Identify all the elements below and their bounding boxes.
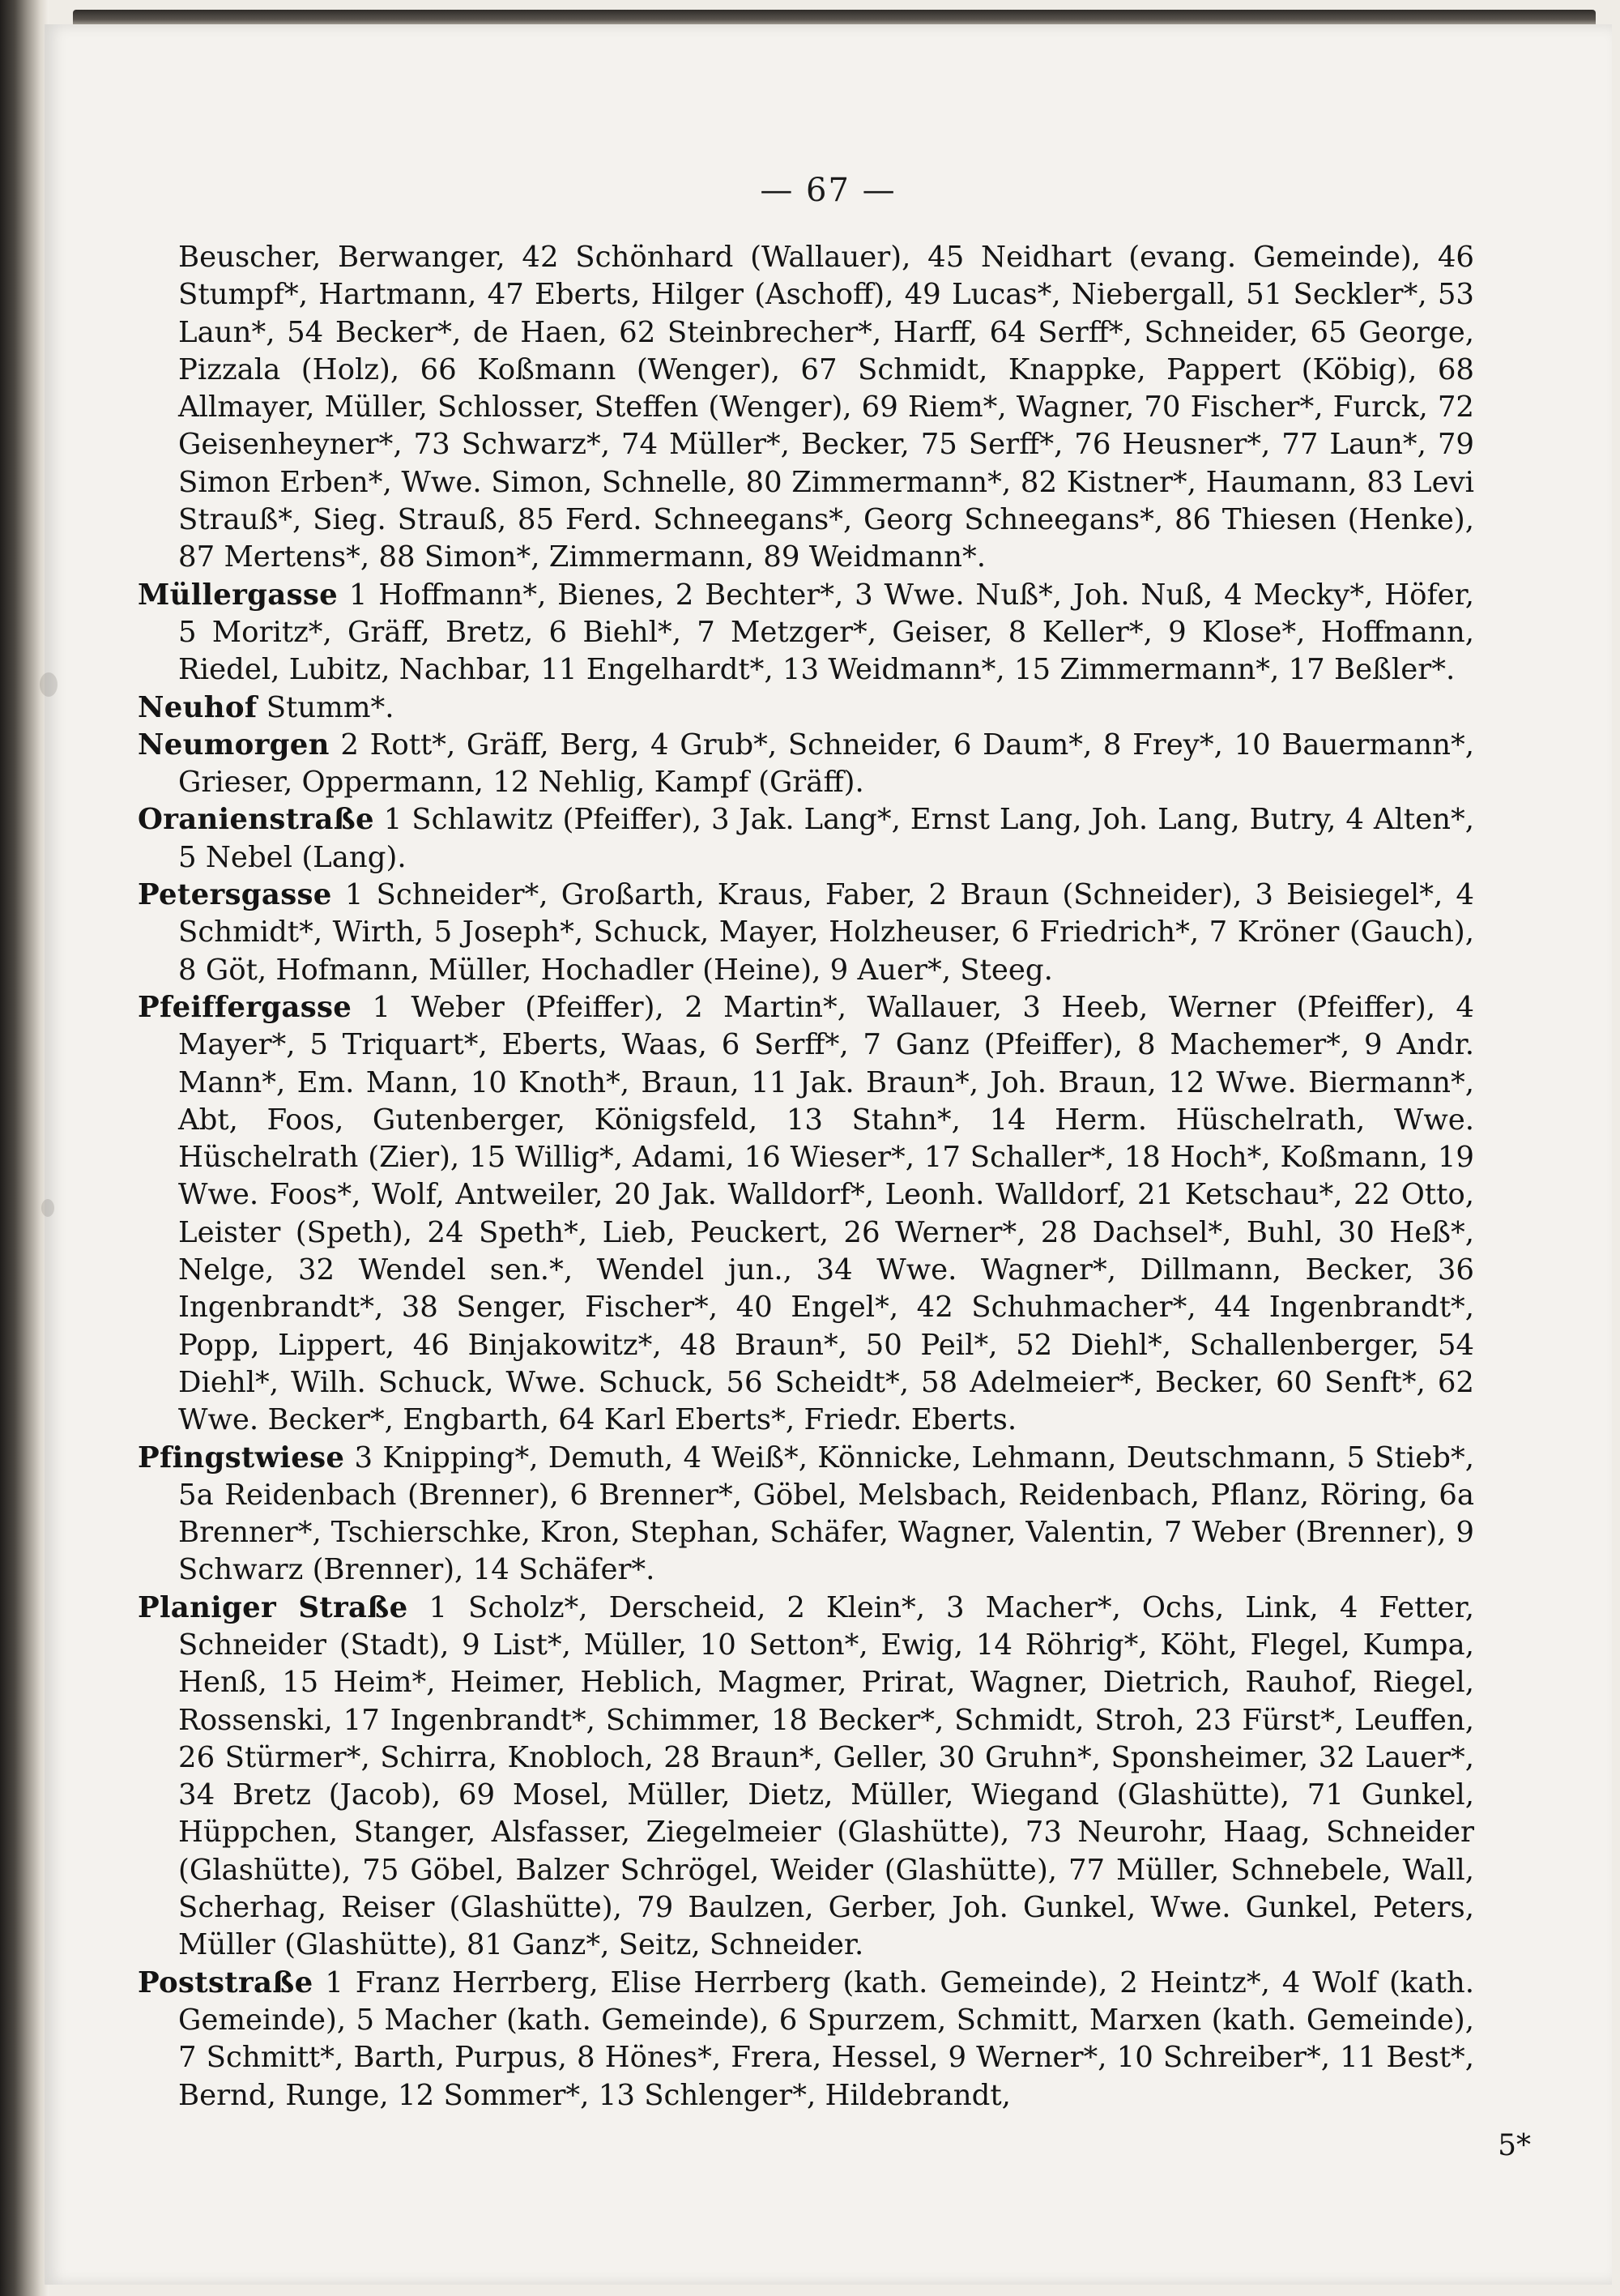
directory-entry: [138, 577, 1474, 689]
entry-text: 2 Rott*, Gräff, Berg, 4 Grub*, Schneider, 6 Daum*, 8 Frey*, 10 Bauermann*, Grieser, Oppermann, 12 Nehlig, Kampf (Gräff).: [178, 728, 1474, 800]
street-name: Müllergasse: [138, 578, 339, 612]
entry-text: 1 Schneider*, Großarth, Kraus, Faber, 2 Braun (Schneider), 3 Beisiegel*, 4 Schmidt*, Wirth, 5 Joseph*, Schuck, Mayer, Holzheuser, 6 Friedrich*, 7 Kröner (Gauch), 8 Göt, Hofmann, Müller, Hochadler (Heine), 9 Auer*, Steeg.: [178, 878, 1474, 987]
entry-text: 1 Scholz*, Derscheid, 2 Klein*, 3 Macher*, Ochs, Link, 4 Fetter, Schneider (Stadt), 9 List*, Müller, 10 Setton*, Ewig, 14 Röhrig*, Köht, Flegel, Kumpa, Henß, 15 Heim*, Heimer, Heblich, Magmer, Prirat, Wagner, Dietrich, Rauhof, Riegel, Rossenski, 17 Ingenbrandt*, Schimmer, 18 Becker*, Schmidt, Stroh, 23 Fürst*, Leuffen, 26 Stürmer*, Schirra, Knobloch, 28 Braun*, Geller, 30 Gruhn*, Sponsheimer, 32 Lauer*, 34 Bretz (Jacob), 69 Mosel, Müller, Dietz, Müller, Wiegand (Glashütte), 71 Gunkel, Hüppchen, Stanger, Alsfasser, Ziegelmeier (Glashütte), 73 Neurohr, Haag, Schneider (Glashütte), 75 Göbel, Balzer Schrögel, Weider (Glashütte), 77 Müller, Schnebele, Wall, Scherhag, Reiser (Glashütte), 79 Baulzen, Gerber, Joh. Gunkel, Wwe. Gunkel, Peters, Müller (Glashütte), 81 Ganz*, Seitz, Schneider.: [178, 1590, 1475, 1962]
entry-text: Beuscher, Berwanger, 42 Schönhard (Wallauer), 45 Neidhart (evang. Gemeinde), 46 Stumpf*, Hartmann, 47 Eberts, Hilger (Aschoff), 49 Lucas*, Niebergall, 51 Seckler*, 53 Laun*, 54 Becker*, de Haen, 62 Steinbrecher*, Harff, 64 Serff*, Schneider, 65 George, Pizzala (Holz), 66 Koßmann (Wenger), 67 Schmidt, Knappke, Pappert (Köbig), 68 Allmayer, Müller, Schlosser, Steffen (Wenger), 69 Riem*, Wagner, 70 Fischer*, Furck, 72 Geisenheyner*, 73 Schwarz*, 74 Müller*, Becker, 75 Serff*, 76 Heusner*, 77 Laun*, 79 Simon Erben*, Wwe. Simon, Schnelle, 80 Zimmermann*, 82 Kistner*, Haumann, 83 Levi Strauß*, Sieg. Strauß, 85 Ferd. Schneegans*, Georg Schneegans*, 86 Thiesen (Henke), 87 Mertens*, 88 Simon*, Zimmermann, 89 Weidmann*.: [178, 241, 1474, 574]
directory-entry: [138, 801, 1474, 877]
document-page: [45, 24, 1612, 2285]
street-name: Pfeiffergasse: [138, 990, 352, 1024]
paper-stain: [40, 672, 58, 697]
book-spine-edge: [0, 0, 49, 2296]
entry-text: 1 Franz Herrberg, Elise Herrberg (kath. Gemeinde), 2 Heintz*, 4 Wolf (kath. Gemeinde), 5 Macher (kath. Gemeinde), 6 Spurzem, Schmitt, Marxen (kath. Gemeinde), 7 Schmitt*, Barth, Purpus, 8 Hönes*, Frera, Hessel, 9 Werner*, 10 Schreiber*, 11 Best*, Bernd, Runge, 12 Sommer*, 13 Schlenger*, Hildebrandt,: [178, 1965, 1474, 2112]
directory-entry: [138, 1965, 1474, 2115]
entry-text: 3 Knipping*, Demuth, 4 Weiß*, Könnicke, Lehmann, Deutschmann, 5 Stieb*, 5a Reidenbach (Brenner), 6 Brenner*, Göbel, Melsbach, Reidenbach, Pflanz, Röring, 6a Brenner*, Tschierschke, Kron, Stephan, Schäfer, Wagner, Valentin, 7 Weber (Brenner), 9 Schwarz (Brenner), 14 Schäfer*.: [178, 1440, 1474, 1587]
paper-stain: [41, 1199, 54, 1217]
printer-signature-mark: 5*: [1498, 2129, 1531, 2162]
street-name: Neuhof: [138, 690, 258, 724]
entry-text: 1 Weber (Pfeiffer), 2 Martin*, Wallauer, 3 Heeb, Werner (Pfeiffer), 4 Mayer*, 5 Triquart*, Eberts, Waas, 6 Serff*, 7 Ganz (Pfeiffer), 8 Machemer*, 9 Andr. Mann*, Em. Mann, 10 Knoth*, Braun, 11 Jak. Braun*, Joh. Braun, 12 Wwe. Biermann*, Abt, Foos, Gutenberger, Königsfeld, 13 Stahn*, 14 Herm. Hüschelrath, Wwe. Hüschelrath (Zier), 15 Willig*, Adami, 16 Wieser*, 17 Schaller*, 18 Hoch*, Koßmann, 19 Wwe. Foos*, Wolf, Antweiler, 20 Jak. Walldorf*, Leonh. Walldorf, 21 Ketschau*, 22 Otto, Leister (Speth), 24 Speth*, Lieb, Peuckert, 26 Werner*, 28 Dachsel*, Buhl, 30 Heß*, Nelge, 32 Wendel sen.*, Wendel jun., 34 Wwe. Wagner*, Dillmann, Becker, 36 Ingenbrandt*, 38 Senger, Fischer*, 40 Engel*, 42 Schuhmacher*, 44 Ingenbrandt*, Popp, Lippert, 46 Binjakowitz*, 48 Braun*, 50 Peil*, 52 Diehl*, Schallenberger, 54 Diehl*, Wilh. Schuck, Wwe. Schuck, 56 Scheidt*, 58 Adelmeier*, Becker, 60 Senft*, 62 Wwe. Becker*, Engbarth, 64 Karl Eberts*, Friedr. Eberts.: [178, 990, 1474, 1437]
entry-text: 1 Hoffmann*, Bienes, 2 Bechter*, 3 Wwe. Nuß*, Joh. Nuß, 4 Mecky*, Höfer, 5 Moritz*, Gräff, Bretz, 6 Biehl*, 7 Metzger*, Geiser, 8 Keller*, 9 Klose*, Hoffmann, Riedel, Lubitz, Nachbar, 11 Engelhardt*, 13 Weidmann*, 15 Zimmermann*, 17 Beßler*.: [178, 578, 1474, 687]
directory-text: [138, 239, 1474, 2115]
page-number: — 67 —: [760, 172, 897, 209]
street-name: Neumorgen: [138, 728, 330, 762]
street-name: Petersgasse: [138, 878, 332, 912]
directory-entry: [138, 727, 1474, 802]
directory-entry: [138, 989, 1474, 1440]
street-name: Oranienstraße: [138, 803, 374, 837]
street-name: Planiger Straße: [138, 1590, 408, 1624]
directory-entry: [138, 239, 1474, 577]
street-name: Poststraße: [138, 1965, 313, 1999]
directory-entry: [138, 1440, 1474, 1590]
directory-entry: [138, 1590, 1474, 1965]
entry-text: Stumm*.: [266, 690, 394, 724]
directory-entry: [138, 689, 1474, 727]
directory-entry: [138, 877, 1474, 989]
entry-text: 1 Schlawitz (Pfeiffer), 3 Jak. Lang*, Ernst Lang, Joh. Lang, Butry, 4 Alten*, 5 Nebel (Lang).: [178, 803, 1474, 874]
street-name: Pfingstwiese: [138, 1440, 345, 1474]
